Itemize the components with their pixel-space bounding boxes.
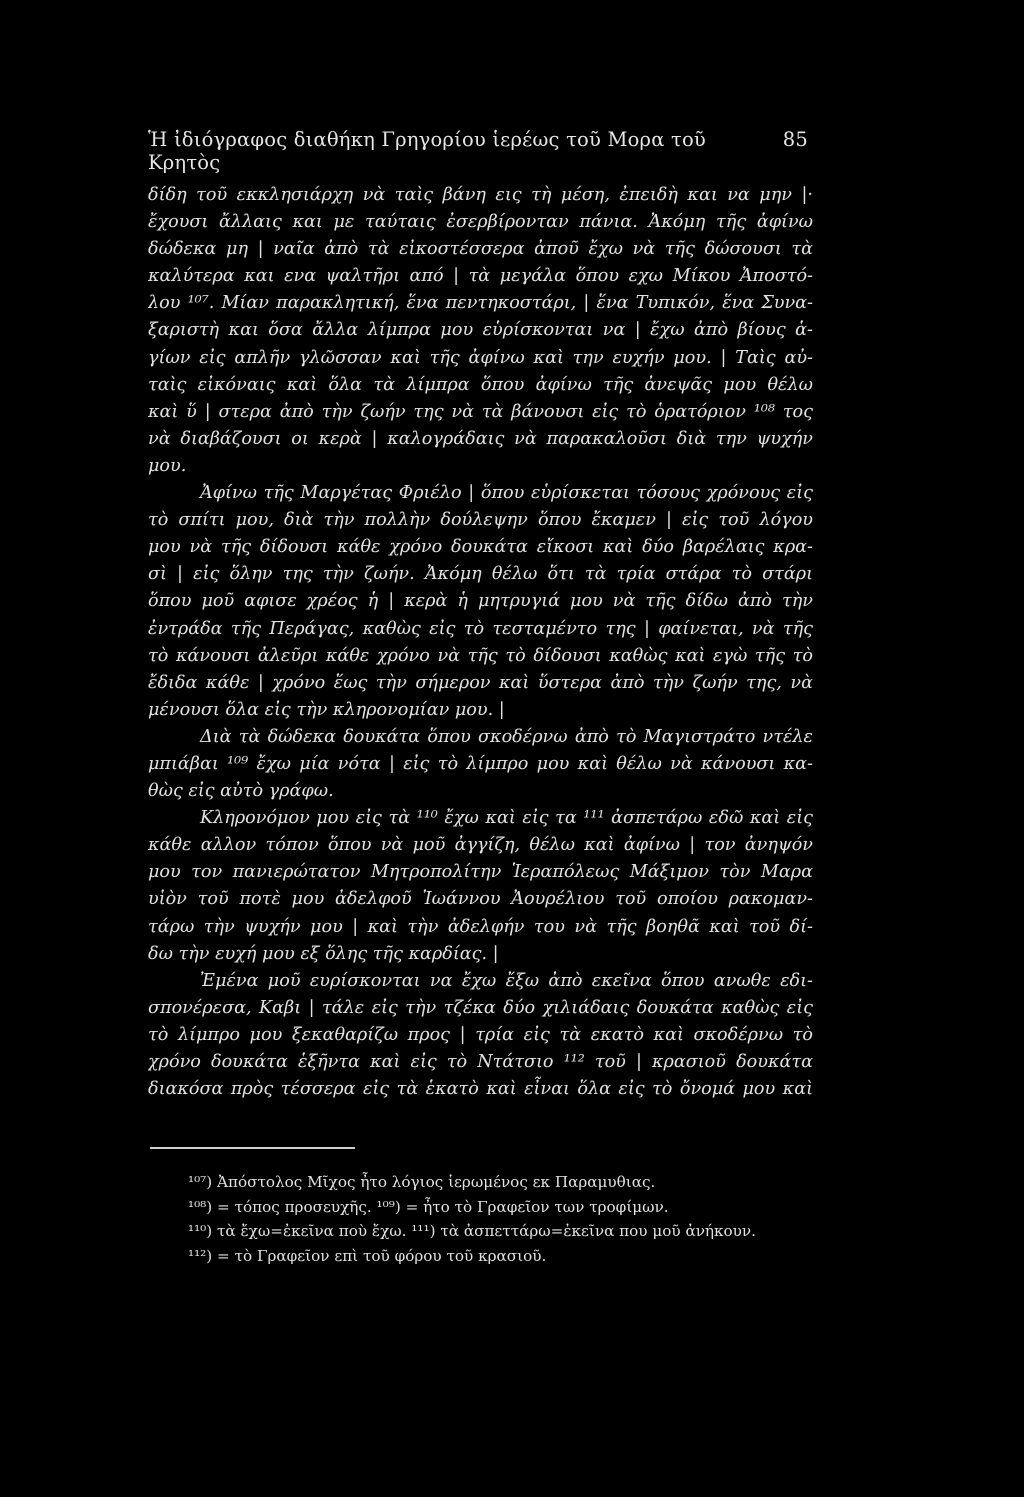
- text-line: ἐντράδα τῆς Περάγας, καθὼς εἰς τὸ τεσταμέντο της | φαίνεται, νὰ τῆς: [148, 618, 813, 639]
- footnote: ¹¹²) = τὸ Γραφεῖον επὶ τοῦ φόρου τοῦ κρασιοῦ.: [188, 1246, 547, 1265]
- paragraph-start-line: Διὰ τὰ δώδεκα δουκάτα ὅπου σκοδέρνω ἀπὸ τὸ Μαγιστράτο ντέλε: [200, 726, 813, 747]
- text-line: μου νὰ τῆς δίδουσι κάθε χρόνο δουκάτα εἴκοσι καὶ δύο βαρέλαις κρα-: [148, 537, 813, 558]
- text-line: θὼς εἰς αὐτὸ γράφω.: [148, 781, 334, 802]
- text-line: μπιάβαι ¹⁰⁹ ἔχω μία νότα | εἰς τὸ λίμπρο μου καὶ θέλω νὰ κάνουσι κα-: [148, 753, 813, 774]
- text-line: τὸ κάνουσι ἀλεῦρι κάθε χρόνο νὰ τῆς τὸ δίδουσι καθὼς καὶ εγὼ τῆς τὸ: [148, 645, 813, 666]
- text-line: τὸ σπίτι μου, διὰ τὴν πολλὴν δούλεψην ὅπου ἔκαμεν | εἰς τοῦ λόγου: [148, 510, 813, 531]
- text-line: ταὶς εἰκόναις καὶ ὅλα τὰ λίμπρα ὅπου ἀφίνω τῆς ἀνεψᾶς μου θέλω: [148, 374, 813, 395]
- text-line: ὅπου μοῦ αφισε χρέος ἡ | κερὰ ἡ μητρυγιά μου νὰ τῆς δίδω ἀπὸ τὴν: [148, 591, 813, 612]
- text-line: μου τον πανιερώτατον Μητροπολίτην Ἱεραπόλεως Μάξιμον τὸν Μαρα: [148, 862, 813, 883]
- text-line: λου ¹⁰⁷. Μίαν παρακλητική, ἕνα πεντηκοστάρι, | ἕνα Τυπικόν, ἕνα Συνα-: [148, 293, 813, 314]
- text-line: νὰ διαβάζουσι οι κερὰ | καλογράδαις νὰ παρακαλοῦσι διὰ την ψυχήν: [148, 428, 813, 449]
- running-header: [148, 128, 808, 174]
- footnote-divider: [150, 1147, 355, 1149]
- main-text: [148, 182, 813, 1103]
- text-line: σὶ | εἰς ὅλην της τὴν ζωήν. Ἀκόμη θέλω ὅτι τὰ τρία στάρα τὸ στάρι: [148, 564, 813, 585]
- footnote: ¹⁰⁸) = τόπος προσευχῆς. ¹⁰⁹) = ἦτο τὸ Γραφεῖον των τροφίμων.: [188, 1197, 669, 1216]
- text-line: υἱὸν τοῦ ποτὲ μου ἀδελφοῦ Ἰωάννου Ἀουρέλιου τοῦ οποίου ρακομαν-: [148, 889, 813, 910]
- paragraph-start-line: Ἀφίνω τῆς Μαργέτας Φριέλο | ὅπου εὑρίσκεται τόσους χρόνους εἰς: [200, 483, 813, 504]
- paragraph-start-line: Ἐμένα μοῦ ευρίσκονται να ἔχω ἔξω ἀπὸ εκεῖνα ὅπου ανωθε εδι-: [200, 970, 813, 991]
- text-line: ἔδιδα κάθε | χρόνο ἕως τὴν σήμερον καὶ ὕστερα ἀπὸ τὴν ζωήν της, νὰ: [148, 672, 813, 693]
- footnote: ¹¹⁰) τὰ ἔχω=ἐκεῖνα ποὺ ἔχω. ¹¹¹) τὰ ἀσπεττάρω=ἐκεῖνα που μοῦ ἀνήκουν.: [188, 1222, 756, 1241]
- text-line: κάθε αλλον τόπον ὅπου νὰ μοῦ ἀγγίζη, θέλω καὶ ἀφίνω | τον ἀνηψόν: [148, 835, 813, 856]
- text-line: ἔχουσι ἄλλαις και με ταύταις ἐσερβίρονταν πάνια. Ἀκόμη τῆς ἀφίνω: [148, 212, 813, 233]
- text-line: καὶ ὕ | στερα ἀπὸ τὴν ζωήν της νὰ τὰ βάνουσι εἰς τὸ ὁρατόριον ¹⁰⁸ τος: [148, 401, 813, 422]
- text-line: δω τὴν ευχή μου εξ ὅλης τῆς καρδίας. |: [148, 943, 499, 964]
- running-title: Ἡ ἰδιόγραφος διαθήκη Γρηγορίου ἱερέως τοῦ Μορα τοῦ Κρητὸς: [148, 128, 706, 174]
- text-line: διακόσα πρὸς τέσσερα εἰς τὰ ἑκατὸ καὶ εἶναι ὅλα εἰς τὸ ὄνομά μου καὶ: [148, 1079, 813, 1100]
- text-line: γίων εἰς απλῆν γλῶσσαν καὶ τῆς ἀφίνω καὶ την ευχήν μου. | Ταὶς αὐ-: [148, 347, 813, 368]
- text-line: χρόνο δουκάτα ἑξῆντα καὶ εἰς τὸ Ντάτσιο ¹¹² τοῦ | κρασιοῦ δουκάτα: [148, 1052, 813, 1072]
- footnote: ¹⁰⁷) Ἀπόστολος Μῖχος ἦτο λόγιος ἱερωμένος εκ Παραμυθιας.: [188, 1173, 656, 1191]
- text-line: τὸ λίμπρο μου ξεκαθαρίζω προς | τρία εἰς τὰ εκατὸ καὶ σκοδέρνω τὸ: [148, 1024, 813, 1045]
- text-line: ξαριστὴ και ὅσα ἄλλα λίμπρα μου εὑρίσκονται να | ἔχω ἀπὸ βίους ἁ-: [148, 320, 813, 341]
- page-number: 85: [782, 128, 808, 151]
- text-line: μένουσι ὅλα εἰς τὴν κληρονομίαν μου. |: [148, 699, 505, 720]
- text-line: μου.: [148, 455, 187, 476]
- text-line: καλύτερα και ενα ψαλτῆρι από | τὰ μεγάλα ὅπου εχω Μίκου Ἀποστό-: [148, 266, 813, 287]
- footnotes: [188, 1170, 828, 1268]
- text-line: τάρω τὴν ψυχήν μου | καὶ τὴν ἀδελφήν του νὰ τῆς βοηθᾶ καὶ τοῦ δί-: [148, 916, 813, 937]
- text-line: δίδη τοῦ εκκλησιάρχη νὰ ταὶς βάνη εις τὴ μέση, ἐπειδὴ και να μην |·: [148, 185, 813, 205]
- text-line: δώδεκα μη | ναῖα ἀπὸ τὰ εἰκοστέσσερα ἀποῦ ἔχω νὰ τῆς δώσουσι τὰ: [148, 239, 813, 260]
- text-line: σπονέρεσα, Καβι | τάλε εἰς τὴν τζέκα δύο χιλιάδαις δουκάτα καθὼς εἰς: [148, 997, 813, 1018]
- paragraph-start-line: Κληρονόμον μου εἰς τὰ ¹¹⁰ ἔχω καὶ εἰς τα ¹¹¹ ἀσπετάρω εδῶ καὶ εἰς: [200, 808, 813, 829]
